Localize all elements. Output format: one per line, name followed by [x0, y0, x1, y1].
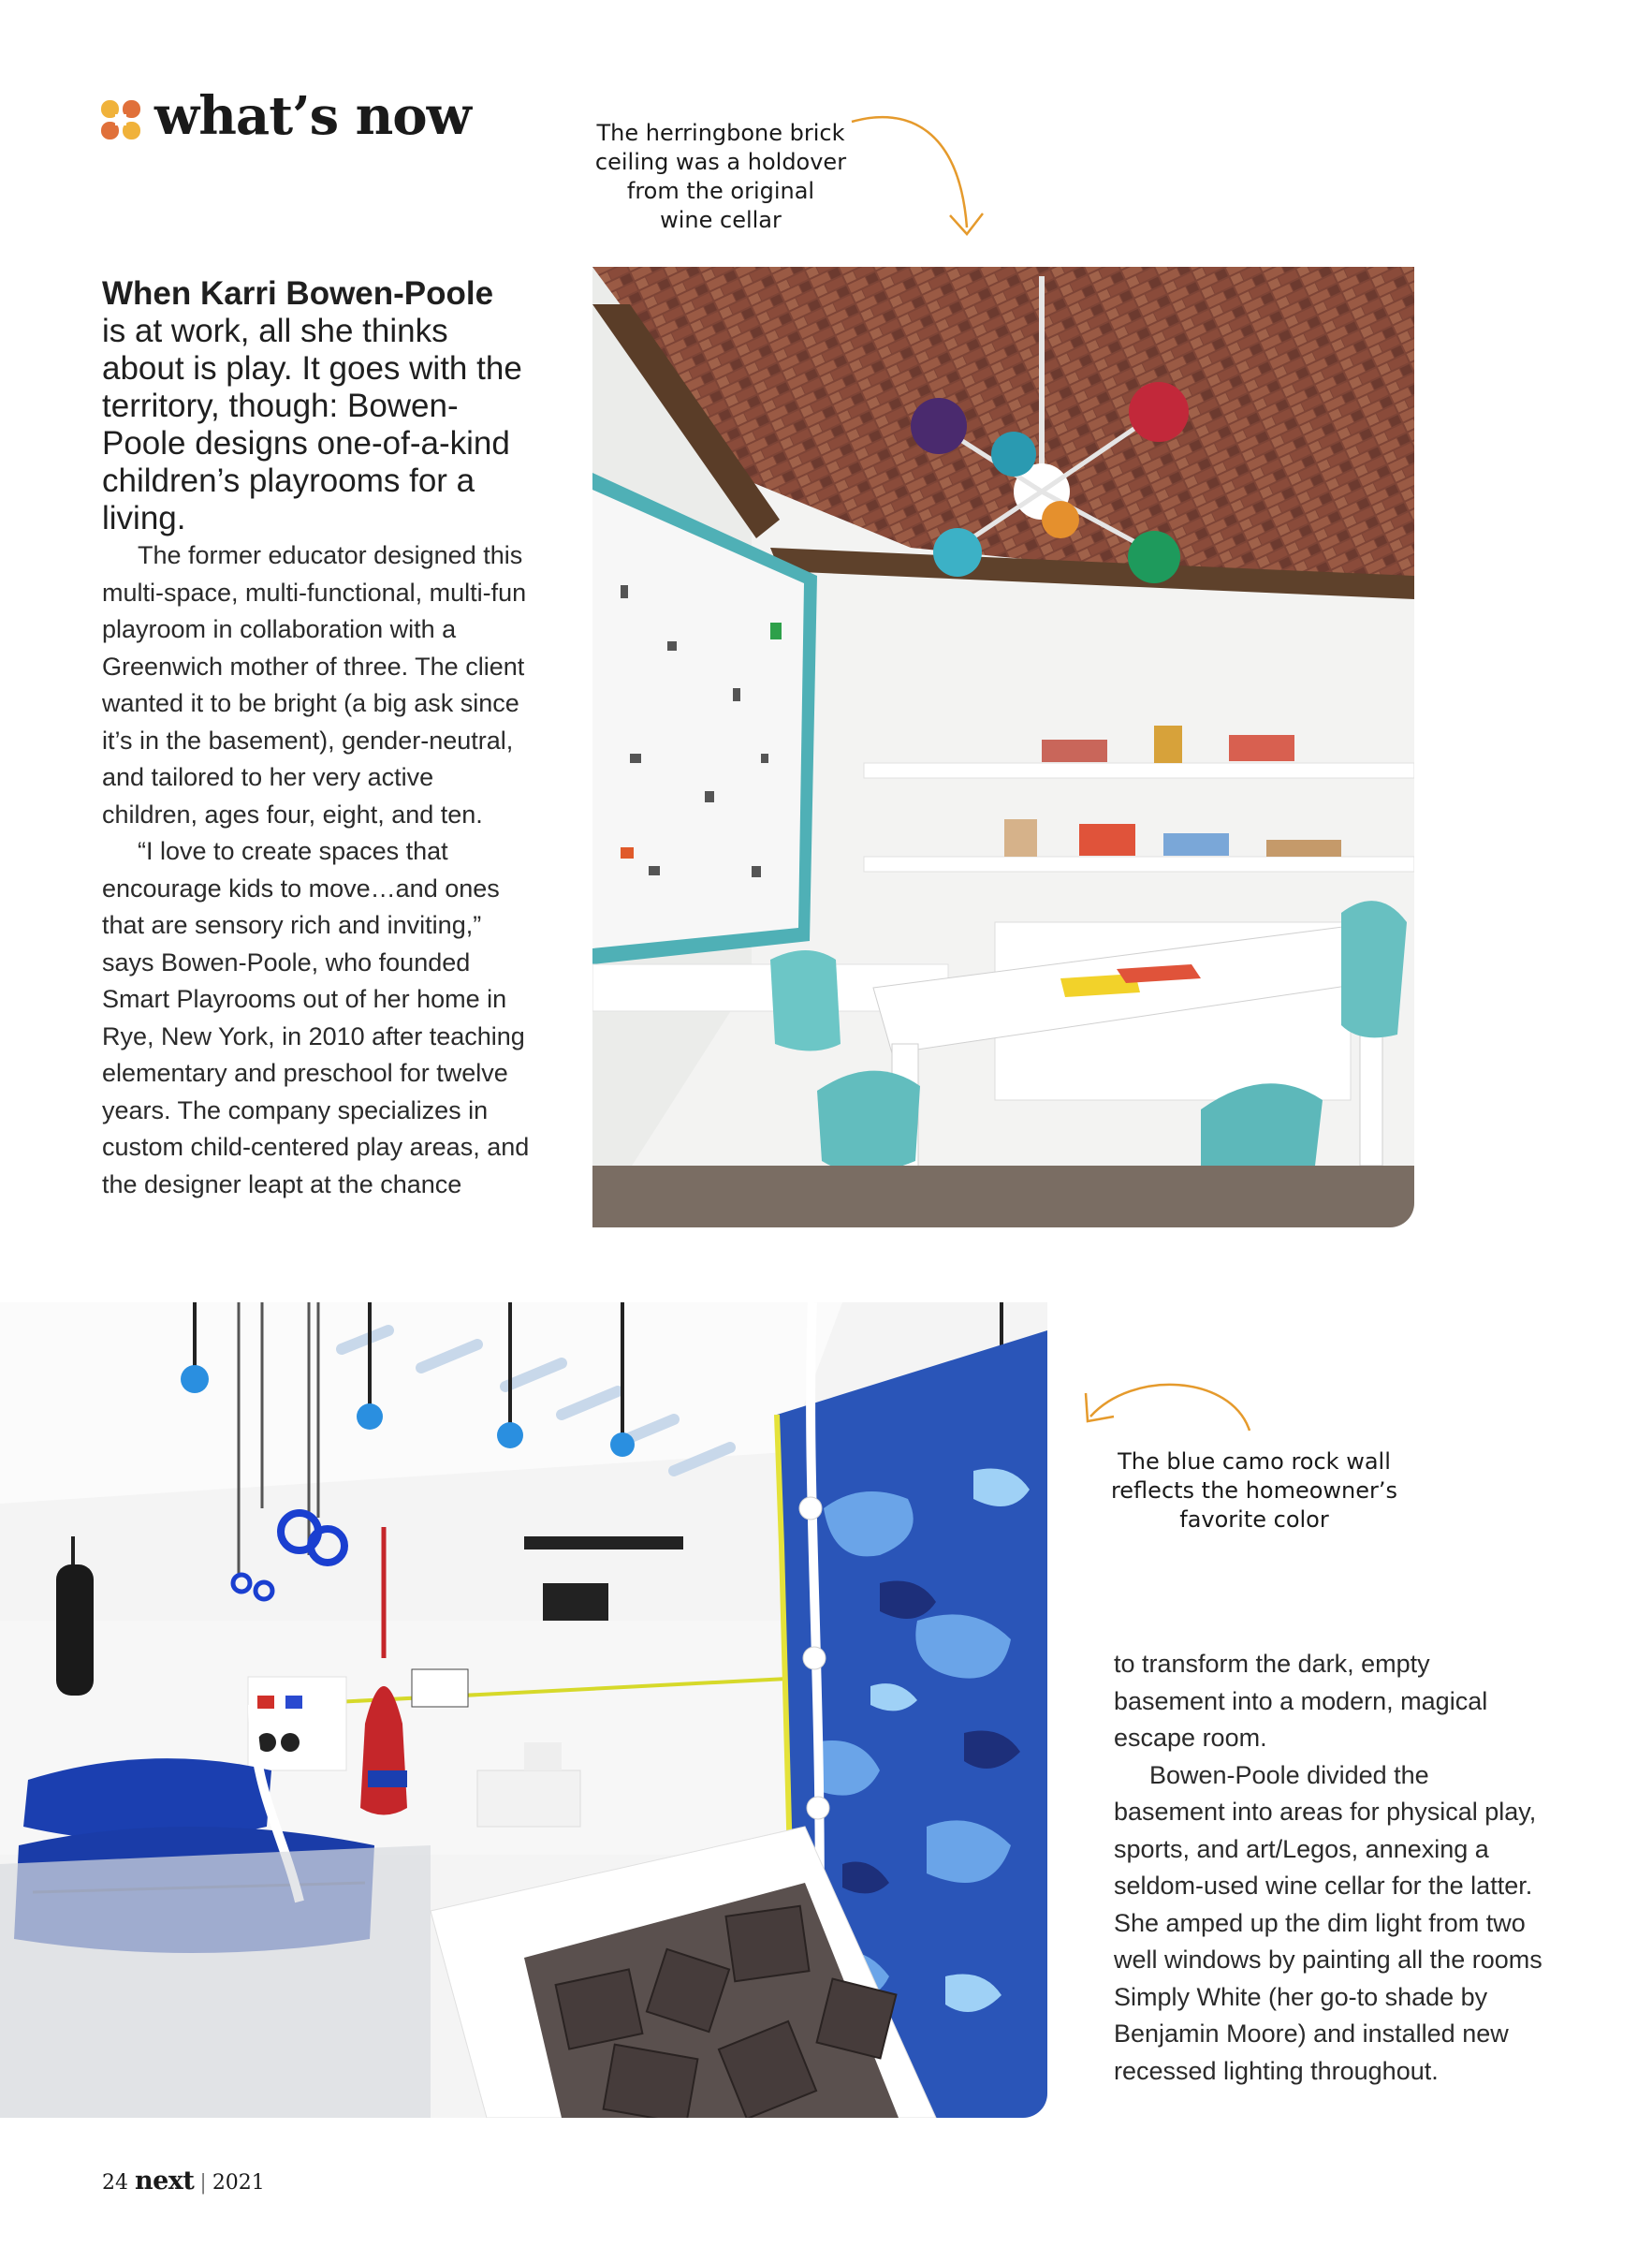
section-title: what’s now — [154, 85, 471, 147]
curved-arrow-icon — [1067, 1365, 1273, 1440]
body-paragraph: Bowen-Poole divided the basement into areas for physical play, sports, and art/Legos, annexing a seldom-used wine cellar for the latter. She amped up the dim light from two well windows by painting all the rooms Simply White (her go-to shade by Benjamin Moore) and installed new recessed lighting throughout. — [1114, 1760, 1542, 2085]
gym-room-illustration — [0, 1302, 1047, 2118]
craft-room-illustration — [592, 267, 1414, 1227]
photo-craft-room — [592, 267, 1414, 1227]
caption-rock-wall: The blue camo rock wall reflects the homeowner’s favorite color — [1110, 1448, 1398, 1533]
article-lede — [102, 275, 533, 537]
page-number: 24 — [102, 2171, 128, 2195]
body-paragraph: to transform the dark, empty basement into a modern, magical escape room. — [1114, 1650, 1488, 1752]
page-folio — [102, 2166, 265, 2196]
curved-arrow-icon — [842, 110, 1006, 251]
magazine-name: next — [135, 2166, 195, 2196]
lede-bold-name: When Karri Bowen-Poole — [102, 275, 494, 312]
body-paragraph: The former educator designed this multi-space, multi-functional, multi-fun playroom in collaboration with a Greenwich mother of three. The client wanted it to be bright (a big ask since it’s in the basement), gender-neutral, and tailored to her very active children, ages four, eight, and ten. — [102, 541, 527, 829]
body-paragraph: “I love to create spaces that encourage kids to move…and ones that are sensory rich and inviting,” says Bowen-Poole, who founded Smart Playrooms out of her home in Rye, New York, in 2010 after teaching elementary and preschool for twelve years. The company specializes in custom child-centered play areas, and the designer leapt at the chance — [102, 837, 530, 1198]
article-left-column — [102, 275, 533, 1203]
lede-text: is at work, all she thinks about is play. It goes with the territory, though: Bowen-Poole designs one-of-a-kind children’s playrooms for a living. — [102, 313, 522, 536]
folio-separator: | — [199, 2171, 207, 2195]
caption-brick-ceiling: The herringbone brick ceiling was a holdover from the original wine cellar — [594, 120, 847, 233]
article-right-column — [1114, 1646, 1544, 2090]
photo-gym-room — [0, 1302, 1047, 2118]
flower-logo-icon — [99, 98, 142, 141]
issue-year: 2021 — [212, 2171, 265, 2195]
